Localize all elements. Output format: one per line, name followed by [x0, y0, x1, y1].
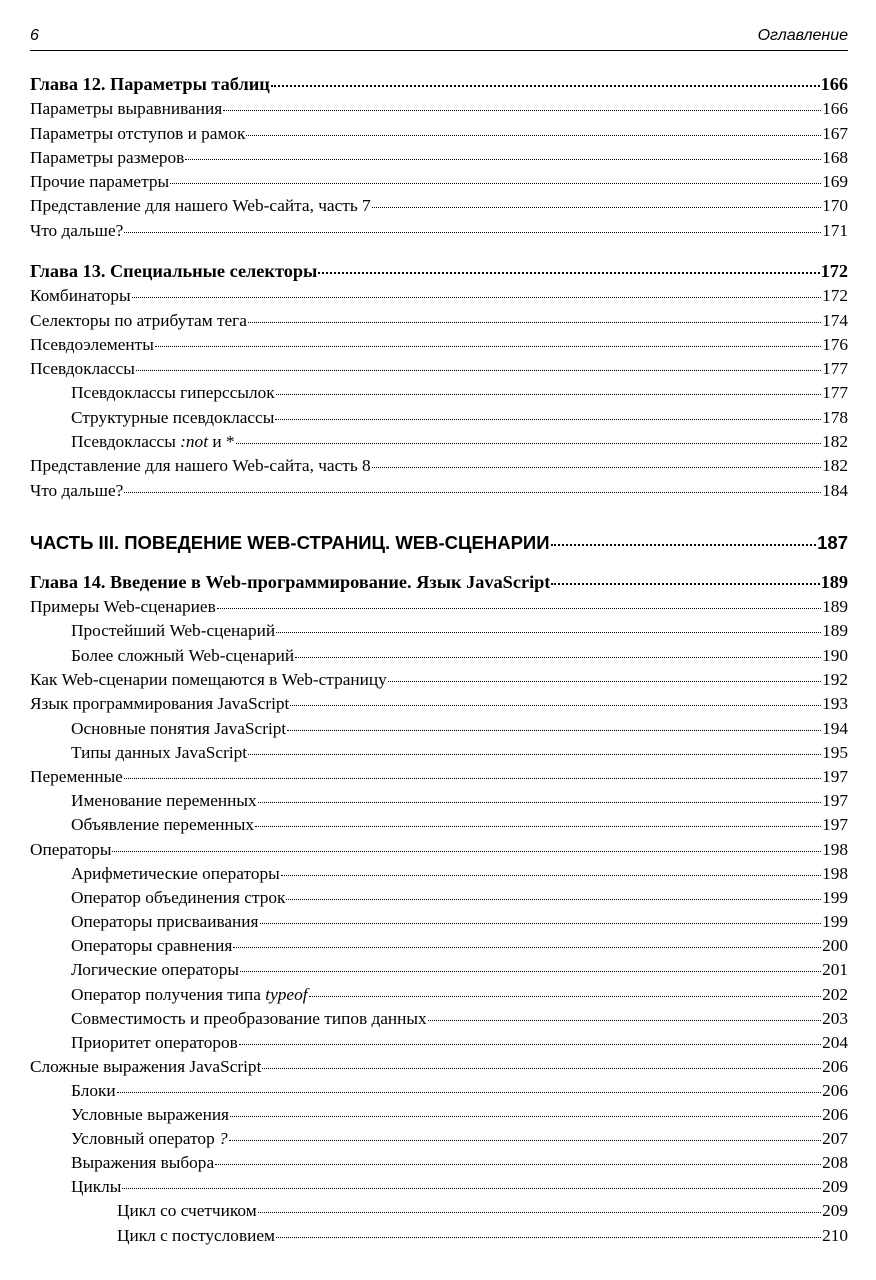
toc-entry-title: [30, 172, 169, 192]
toc-entry-title: [117, 1201, 257, 1221]
toc-entry-title: [71, 985, 308, 1005]
toc-entry-title: [71, 1009, 427, 1029]
toc-entry: [30, 196, 848, 220]
toc-page-number: 182: [822, 456, 848, 475]
toc-entry: [30, 960, 848, 984]
toc-entry: [30, 646, 848, 670]
dot-leader: [295, 656, 821, 658]
dot-leader: [286, 898, 821, 900]
toc-entry-text: Комбинаторы: [30, 286, 131, 305]
toc-entry-text: Как Web-сценарии помещаются в Web-страницу: [30, 670, 387, 689]
toc-entry-text: Условный оператор: [71, 1129, 220, 1148]
toc-page-number: 166: [820, 74, 848, 94]
dot-leader: [248, 753, 821, 755]
toc-entry-title: [71, 960, 239, 980]
toc-page-number: 176: [822, 335, 848, 354]
toc-entry-title: [71, 888, 285, 908]
toc-entry-text: Типы данных JavaScript: [71, 743, 248, 762]
toc-entry-title: [71, 383, 275, 403]
dot-leader: [281, 874, 821, 876]
toc-entry: [30, 1009, 848, 1033]
toc-entry-title: [71, 1081, 116, 1101]
toc-page-number: 197: [822, 815, 848, 834]
toc-page-number: 201: [822, 960, 848, 979]
toc-entry-title: [30, 481, 123, 501]
toc-page-number: 172: [820, 261, 848, 281]
toc-entry: [30, 597, 848, 621]
toc-entry-text: Глава 13. Специальные селекторы: [30, 261, 318, 281]
toc-page-number: 198: [822, 864, 848, 883]
toc-page-number: 194: [822, 719, 848, 738]
toc-page-number: 189: [820, 572, 848, 592]
toc-entry-text: Условные выражения: [71, 1105, 230, 1124]
dot-leader: [117, 1091, 821, 1093]
toc-entry-text: Сложные выражения JavaScript: [30, 1057, 262, 1076]
dot-leader: [276, 1236, 821, 1238]
toc-page-number: 206: [822, 1081, 848, 1100]
toc-entry-text: Параметры отступов и рамок: [30, 124, 246, 143]
toc-entry-title: [117, 1226, 275, 1246]
dot-leader: [388, 680, 821, 682]
toc-entry: [30, 1177, 848, 1201]
toc-entry: [30, 172, 848, 196]
toc-entry-tail: и *: [208, 432, 235, 451]
toc-entry: [30, 221, 848, 245]
toc-entry-text: Более сложный Web-сценарий: [71, 646, 295, 665]
toc-chapter-entry: [30, 261, 848, 285]
toc-entry-title: [71, 1177, 121, 1197]
toc-page-number: 195: [822, 743, 848, 762]
toc-page-number: 206: [822, 1057, 848, 1076]
toc-entry: [30, 359, 848, 383]
toc-page-number: 178: [822, 408, 848, 427]
toc-entry: [30, 432, 848, 456]
toc-entry-code: :not: [180, 432, 208, 451]
toc-entry-title: [71, 621, 275, 641]
toc-entry: [30, 1153, 848, 1177]
toc-page-number: 168: [822, 148, 848, 167]
running-title: Оглавление: [757, 27, 848, 44]
toc-page-number: 209: [822, 1177, 848, 1196]
toc-entry-title: [30, 532, 550, 554]
toc-entry: [30, 99, 848, 123]
dot-leader: [112, 850, 821, 852]
toc-page-number: 197: [822, 791, 848, 810]
toc-entry: [30, 694, 848, 718]
toc-entry: [30, 124, 848, 148]
toc-entry-text: Цикл со счетчиком: [117, 1201, 257, 1220]
toc-entry: [30, 1057, 848, 1081]
toc-page-number: 184: [822, 481, 848, 500]
toc-page-number: 190: [822, 646, 848, 665]
toc-page-number: 204: [822, 1033, 848, 1052]
toc-entry-title: [71, 432, 235, 452]
toc-entry-title: [71, 1033, 238, 1053]
toc-entry-text: Что дальше?: [30, 221, 124, 240]
toc-entry: [30, 1226, 848, 1250]
toc-entry-text: Псевдоэлементы: [30, 335, 154, 354]
toc-entry-title: [71, 1105, 229, 1125]
dot-leader: [124, 491, 821, 493]
toc-entry: [30, 815, 848, 839]
toc-entry-title: [30, 597, 216, 617]
toc-entry-text: Глава 12. Параметры таблиц: [30, 74, 270, 94]
toc-entry: [30, 335, 848, 359]
toc-page-number: 210: [822, 1226, 848, 1245]
dot-leader: [132, 296, 821, 298]
toc-entry-title: [71, 1129, 228, 1149]
toc-entry: [30, 791, 848, 815]
toc-entry-text: Цикл с постусловием: [117, 1226, 275, 1245]
toc-entry-text: Представление для нашего Web-сайта, часть 8: [30, 456, 371, 475]
toc-page-number: 174: [822, 311, 848, 330]
toc-page-number: 206: [822, 1105, 848, 1124]
toc-page-number: 189: [822, 597, 848, 616]
toc-entry-text: Параметры размеров: [30, 148, 185, 167]
dot-leader: [122, 1187, 821, 1189]
toc-page-number: 182: [822, 432, 848, 451]
toc-entry-title: [71, 408, 274, 428]
toc-entry-text: Именование переменных: [71, 791, 257, 810]
toc-entry-text: Структурные псевдоклассы: [71, 408, 275, 427]
toc-entry-text: Логические операторы: [71, 960, 240, 979]
toc-entry-text: Оператор объединения строк: [71, 888, 286, 907]
toc-entry-text: Операторы сравнения: [71, 936, 233, 955]
dot-leader: [233, 946, 821, 948]
toc-page-number: 197: [822, 767, 848, 786]
toc-entry: [30, 383, 848, 407]
toc-entry-text: Циклы: [71, 1177, 122, 1196]
toc-entry-text: Совместимость и преобразование типов данных: [71, 1009, 427, 1028]
dot-leader: [255, 825, 821, 827]
toc-entry-text: Арифметические операторы: [71, 864, 280, 883]
toc-page-number: 208: [822, 1153, 848, 1172]
toc-entry-text: Операторы присваивания: [71, 912, 259, 931]
toc-entry-text: Основные понятия JavaScript: [71, 719, 287, 738]
dot-leader: [290, 704, 821, 706]
toc-entry-title: [30, 335, 154, 355]
dot-leader: [258, 801, 821, 803]
dot-leader: [155, 345, 821, 347]
toc-page-number: 199: [822, 912, 848, 931]
toc-entry: [30, 840, 848, 864]
toc-page-number: 192: [822, 670, 848, 689]
toc-entry-text: Псевдоклассы гиперссылок: [71, 383, 275, 402]
dot-leader: [551, 543, 817, 546]
page-header: [30, 22, 848, 51]
toc-entry-title: [30, 221, 123, 241]
toc-page-number: 199: [822, 888, 848, 907]
toc-entry-title: [30, 456, 371, 476]
toc-entry-title: [30, 694, 289, 714]
toc-entry-text: Блоки: [71, 1081, 116, 1100]
toc-entry-code: typeof: [265, 985, 308, 1004]
toc-page-number: 189: [822, 621, 848, 640]
toc-entry-text: Прочие параметры: [30, 172, 170, 191]
toc-entry-title: [30, 840, 111, 860]
toc-entry: [30, 670, 848, 694]
dot-leader: [124, 231, 821, 233]
toc-entry: [30, 481, 848, 505]
toc-entry-title: [30, 670, 387, 690]
toc-entry: [30, 912, 848, 936]
toc-entry-title: [30, 572, 550, 593]
toc-entry-text: Параметры выравнивания: [30, 99, 223, 118]
toc-page-number: 166: [822, 99, 848, 118]
toc-page-number: 177: [822, 383, 848, 402]
toc-entry-title: [30, 196, 371, 216]
dot-leader: [309, 995, 822, 997]
dot-leader: [170, 182, 821, 184]
toc-entry: [30, 456, 848, 480]
toc-entry-title: [30, 767, 123, 787]
dot-leader: [246, 134, 821, 136]
toc-entry: [30, 864, 848, 888]
dot-leader: [230, 1115, 821, 1117]
toc-chapter-entry: [30, 74, 848, 98]
toc-entry: [30, 621, 848, 645]
toc-entry-title: [71, 815, 254, 835]
toc-entry-title: [30, 99, 222, 119]
dot-leader: [236, 442, 822, 444]
toc-entry-text: Простейший Web-сценарий: [71, 621, 276, 640]
toc-entry-title: [71, 791, 257, 811]
dot-leader: [185, 158, 821, 160]
toc-entry-text: Язык программирования JavaScript: [30, 694, 290, 713]
toc-entry-text: Примеры Web-сценариев: [30, 597, 216, 616]
toc-entry-code: ?: [219, 1129, 228, 1148]
dot-leader: [276, 631, 821, 633]
toc-entry-title: [71, 864, 280, 884]
toc-entry-title: [30, 148, 184, 168]
toc-entry: [30, 1105, 848, 1129]
toc-page-number: 203: [822, 1009, 848, 1028]
dot-leader: [248, 321, 821, 323]
dot-leader: [215, 1163, 821, 1165]
toc-page-number: 171: [822, 221, 848, 240]
toc-entry-title: [30, 124, 245, 144]
toc-page-number: 207: [822, 1129, 848, 1148]
toc-entry: [30, 408, 848, 432]
toc-page-number: 209: [822, 1201, 848, 1220]
dot-leader: [124, 777, 821, 779]
toc-entry-text: Глава 14. Введение в Web-программирование. Язык JavaScript: [30, 572, 551, 592]
toc-chapter-entry: [30, 572, 848, 596]
toc-page-number: 202: [822, 985, 848, 1004]
toc-entry-title: [30, 311, 247, 331]
toc-entry-title: [71, 1153, 214, 1173]
dot-leader: [239, 1043, 821, 1045]
toc-entry: [30, 286, 848, 310]
toc-entry-title: [71, 646, 294, 666]
dot-leader: [428, 1019, 821, 1021]
toc-entry-title: [30, 74, 270, 95]
toc-entry-text: Объявление переменных: [71, 815, 255, 834]
toc-entry-text: Селекторы по атрибутам тега: [30, 311, 247, 330]
toc-entry: [30, 1081, 848, 1105]
toc-page-number: 172: [822, 286, 848, 305]
dot-leader: [318, 271, 819, 274]
toc-entry-text: Операторы: [30, 840, 112, 859]
toc-entry: [30, 743, 848, 767]
toc-entry-text: Псевдоклассы: [30, 359, 135, 378]
toc-entry: [30, 985, 848, 1009]
dot-leader: [372, 466, 821, 468]
dot-leader: [240, 970, 821, 972]
toc-page-number: 167: [822, 124, 848, 143]
toc-entry-title: [71, 743, 247, 763]
toc-entry-text: Оператор получения типа: [71, 985, 266, 1004]
toc-entry-text: ЧАСТЬ III. ПОВЕДЕНИЕ WEB-СТРАНИЦ. WEB-СЦЕНАРИИ: [30, 532, 550, 553]
toc-entry: [30, 1033, 848, 1057]
dot-leader: [276, 393, 821, 395]
dot-leader: [372, 206, 821, 208]
toc-entry-text: Приоритет операторов: [71, 1033, 238, 1052]
toc-entry-text: Выражения выбора: [71, 1153, 215, 1172]
toc-entry-title: [71, 936, 232, 956]
dot-leader: [217, 607, 821, 609]
toc-entry: [30, 1201, 848, 1225]
toc-entry: [30, 767, 848, 791]
dot-leader: [260, 922, 822, 924]
toc-entry: [30, 719, 848, 743]
toc-page-number: 170: [822, 196, 848, 215]
toc-entry-title: [30, 359, 135, 379]
toc-page-number: 198: [822, 840, 848, 859]
toc-entry: [30, 148, 848, 172]
toc-entry-text: Переменные: [30, 767, 123, 786]
dot-leader: [262, 1067, 821, 1069]
toc-entry-title: [71, 719, 286, 739]
dot-leader: [551, 582, 819, 585]
toc-entry-title: [71, 912, 259, 932]
toc-page-number: 200: [822, 936, 848, 955]
toc-entry-text: Представление для нашего Web-сайта, часть 7: [30, 196, 371, 215]
toc-page-number: 193: [822, 694, 848, 713]
toc-entry-text: Что дальше?: [30, 481, 124, 500]
page-number: 6: [30, 27, 39, 44]
dot-leader: [229, 1139, 821, 1141]
toc-entry-title: [30, 261, 317, 282]
dot-leader: [271, 84, 820, 87]
dot-leader: [275, 418, 821, 420]
toc-entry-text: Псевдоклассы: [71, 432, 181, 451]
toc-entry: [30, 311, 848, 335]
dot-leader: [223, 109, 821, 111]
dot-leader: [287, 729, 821, 731]
toc-entry-title: [30, 286, 131, 306]
dot-leader: [136, 369, 821, 371]
dot-leader: [258, 1211, 821, 1213]
toc-entry: [30, 1129, 848, 1153]
toc-part-entry: [30, 532, 848, 556]
toc-page-number: 169: [822, 172, 848, 191]
toc-page-number: 187: [817, 532, 848, 553]
toc-entry: [30, 936, 848, 960]
toc-page-number: 177: [822, 359, 848, 378]
toc-entry: [30, 888, 848, 912]
toc-entry-title: [30, 1057, 261, 1077]
